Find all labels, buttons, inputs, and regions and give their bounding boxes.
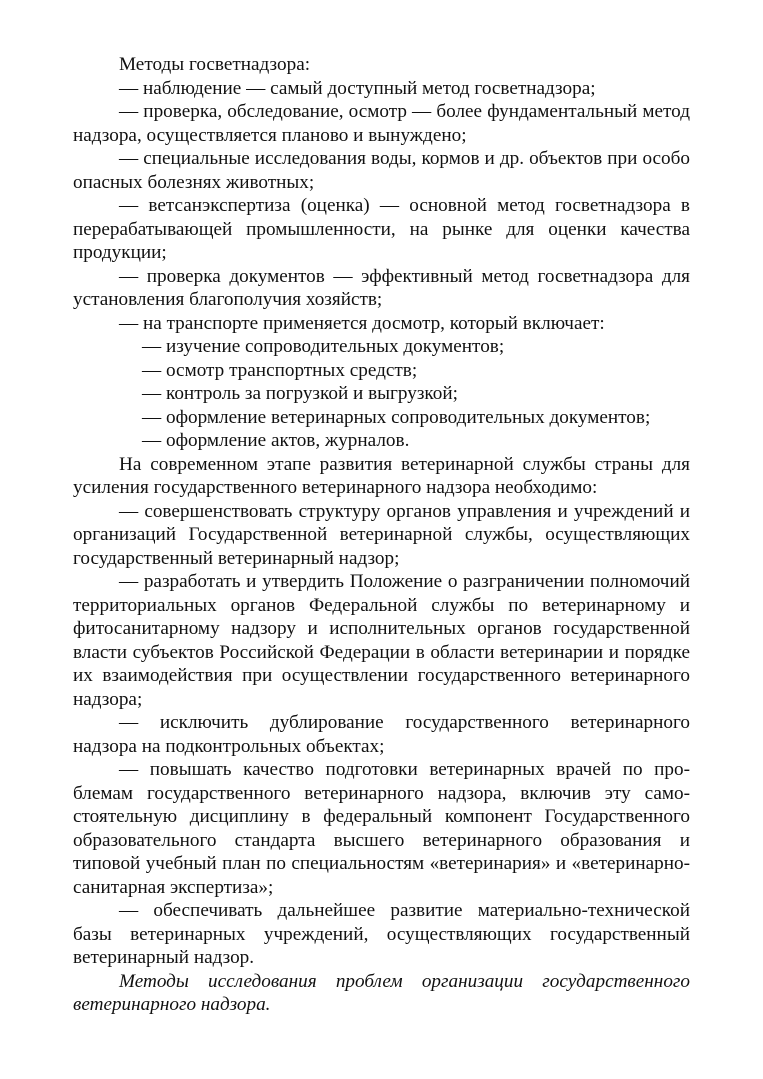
list-item-document-check: — проверка документов — эффективный метод госветнадзора для установления благополучия хозяйств; — [73, 265, 690, 310]
list-item-exclude-duplication: — исключить дублирование государственного ветеринарного надзора на подконтрольных объектах; — [73, 712, 690, 757]
document-page — [73, 53, 690, 1017]
sub-item-loading-control: — контроль за погрузкой и выгрузкой; — [142, 383, 458, 404]
paragraph-methods-heading: Методы госветнадзора: — [119, 54, 311, 75]
list-item-observation: — наблюдение — самый доступный метод госветнадзора; — [119, 77, 596, 99]
sub-item-acts-journals: — оформление актов, журналов. — [142, 430, 410, 451]
list-item-special-research: — специальные исследования воды, кормов и др. объектов при особо опасных болезнях животных; — [73, 148, 690, 193]
list-item-develop-regulation: — разработать и утвердить Положение о разграничении полномочий территориальных органов Федеральной службы по ветеринарному и фитосанитарному надзору и исполнительных органов государственной власти субъектов Российской Федерации в области ветеринарии и порядке их взаимодействия при осуществлении государственного ветеринарного надзора; — [73, 571, 690, 710]
list-item-improve-training: — повышать качество подготовки ветеринарных врачей по проблемам государственного ветеринарного надзора, включив эту самостоятельную дисциплину в федеральный компонент Государственного образовательного стандарта высшего ветеринарного образования и типовой учебный план по специальностям «ветеринария» и «ветеринарно-санитарная экспертиза»; — [73, 759, 690, 898]
list-item-inspection: — проверка, обследование, осмотр — более фундаментальный метод надзора, осуществляется планово и вынуждено; — [73, 101, 690, 146]
list-item-transport-inspection: — на транспорте применяется досмотр, который включает: — [119, 312, 605, 334]
paragraph-research-methods: Методы исследования проблем организации государственного ветеринарного надзора. — [73, 970, 690, 1015]
sub-item-vet-documents: — оформление ветеринарных сопроводительных документов; — [142, 406, 651, 428]
list-item-vet-sanitary-expertise: — ветсанэкспертиза (оценка) — основной метод госветнадзора в перерабатывающей промышленности, на рынке для оценки качества продукции; — [73, 195, 690, 263]
paragraph-current-stage: На современном этапе развития ветеринарной службы страны для усиления государственного ветеринарного надзора необходимо: — [73, 453, 690, 498]
list-item-improve-structure: — совершенствовать структуру органов управления и учреждений и организаций Государственной ветеринарной службы, осуществляющих государственный ветеринарный надзор; — [73, 500, 690, 569]
list-item-material-base: — обеспечивать дальнейшее развитие материально-технической базы ветеринарных учреждений, осуществляющих государственный ветеринарный надзор. — [73, 900, 690, 968]
sub-item-accompanying-docs: — изучение сопроводительных документов; — [142, 336, 505, 357]
sub-item-vehicle-inspection: — осмотр транспортных средств; — [142, 359, 418, 381]
